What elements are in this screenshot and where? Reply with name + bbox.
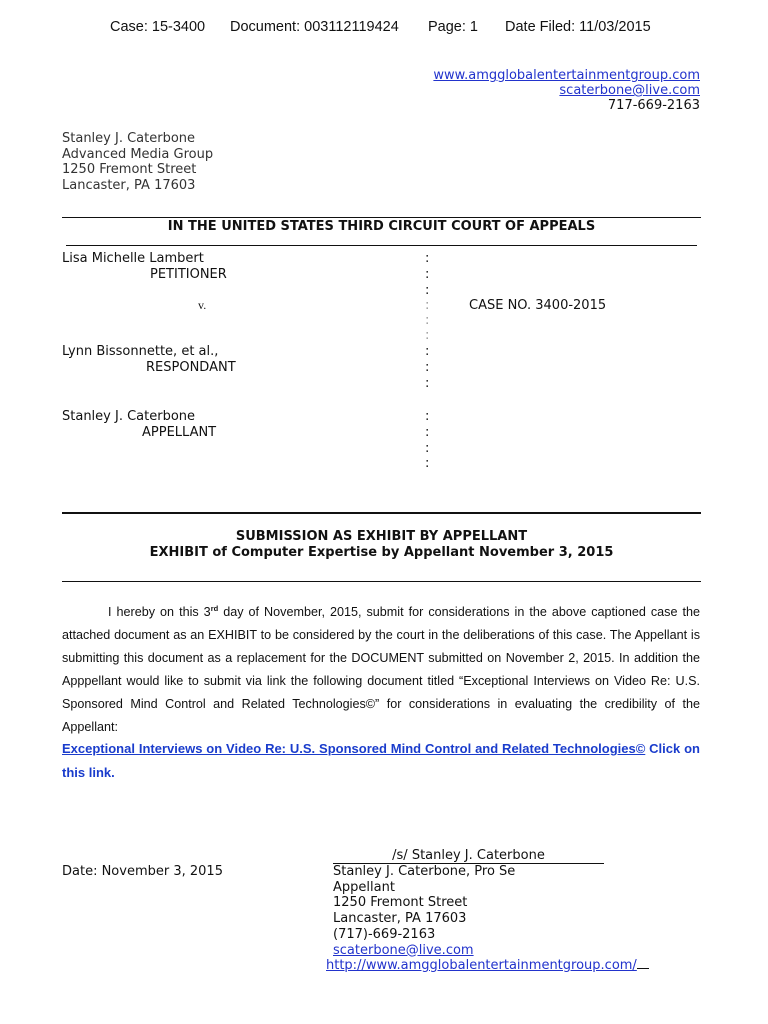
signature-block — [333, 864, 515, 958]
colon: : — [425, 328, 430, 343]
contact-block — [433, 68, 700, 113]
versus: v. — [198, 298, 207, 312]
signature-date: Date: November 3, 2015 — [62, 864, 223, 879]
link-instruction: Click on this link. — [62, 741, 700, 780]
colon: : — [425, 456, 430, 471]
signature-line: /s/ Stanley J. Caterbone — [333, 848, 604, 864]
body-text-start: I hereby on this 3 — [108, 605, 211, 620]
role1: PETITIONER — [150, 267, 227, 282]
header-case: Case: 15-3400 — [110, 19, 206, 35]
signer-email-link[interactable]: scaterbone@live.com — [333, 942, 474, 958]
sender-block — [62, 131, 213, 193]
header-date-filed: Date Filed: 11/03/2015 — [505, 19, 651, 35]
sender-name: Stanley J. Caterbone — [62, 131, 196, 146]
header-page: Page: 1 — [428, 19, 478, 35]
court-title: IN THE UNITED STATES THIRD CIRCUIT COURT OF APPEALS — [167, 219, 596, 234]
colon: : — [425, 441, 430, 456]
contact-phone: 717-669-2163 — [607, 98, 700, 113]
signer-website-row — [326, 958, 649, 974]
sender-city: Lancaster, PA 17603 — [62, 177, 196, 193]
body-ordinal: rd — [210, 604, 219, 613]
signer-city: Lancaster, PA 17603 — [333, 911, 467, 927]
colon: : — [425, 409, 430, 424]
submission-subtitle: EXHIBIT of Computer Expertise by Appellant November 3, 2015 — [149, 545, 614, 560]
role2: RESPONDANT — [146, 360, 236, 375]
trailing-underline — [637, 968, 649, 969]
rule-top — [62, 217, 701, 218]
case-number: CASE NO. 3400-2015 — [469, 298, 607, 313]
header-document: Document: 003112119424 — [230, 19, 399, 35]
colon: : — [425, 251, 430, 266]
link-paragraph — [62, 737, 700, 785]
video-interviews-link[interactable]: Exceptional Interviews on Video Re: U.S. Sponsored Mind Control and Related Technologies© — [62, 741, 646, 756]
submission-title: SUBMISSION AS EXHIBIT BY APPELLANT — [235, 529, 528, 544]
colon: : — [425, 283, 430, 298]
website-link[interactable]: www.amgglobalentertainmentgroup.com — [433, 68, 700, 83]
rule-submission — [62, 512, 701, 514]
signer-phone: (717)-669-2163 — [333, 926, 436, 942]
colon: : — [425, 425, 430, 440]
rule-body — [62, 581, 701, 582]
colon: : — [425, 267, 430, 282]
sender-street: 1250 Fremont Street — [62, 162, 197, 177]
signer-name: Stanley J. Caterbone, Pro Se — [333, 864, 516, 879]
party3: Stanley J. Caterbone — [62, 409, 196, 424]
rule-court — [66, 245, 697, 246]
signer-street: 1250 Fremont Street — [333, 895, 468, 911]
body-text-rest: day of November, 2015, submit for considerations in the above captioned case the attached document as an EXHIBIT to be considered by the court in the deliberations of this case. The Appellant is submitting this document as a replacement for the DOCUMENT submitted on November 2, 2015. In addition the Apppellant would like to submit via link the following document titled “Exceptional Interviews on Video Re: U.S. Sponsored Mind Control and Related Technologies©” for considerations in evaluating the credibility of the Appellant: — [62, 605, 700, 735]
body-paragraph — [62, 597, 700, 739]
party2: Lynn Bissonnette, et al., — [62, 344, 219, 359]
sender-org: Advanced Media Group — [62, 146, 214, 162]
colon: : — [425, 298, 430, 313]
colon: : — [425, 360, 430, 375]
email-link[interactable]: scaterbone@live.com — [559, 83, 700, 98]
role3: APPELLANT — [142, 425, 217, 440]
colon: : — [425, 313, 430, 328]
colon: : — [425, 344, 430, 359]
colon: : — [425, 376, 430, 391]
signer-website-link[interactable]: http://www.amgglobalentertainmentgroup.com/ — [326, 958, 637, 973]
party1: Lisa Michelle Lambert — [62, 251, 204, 266]
signer-role: Appellant — [333, 879, 395, 895]
